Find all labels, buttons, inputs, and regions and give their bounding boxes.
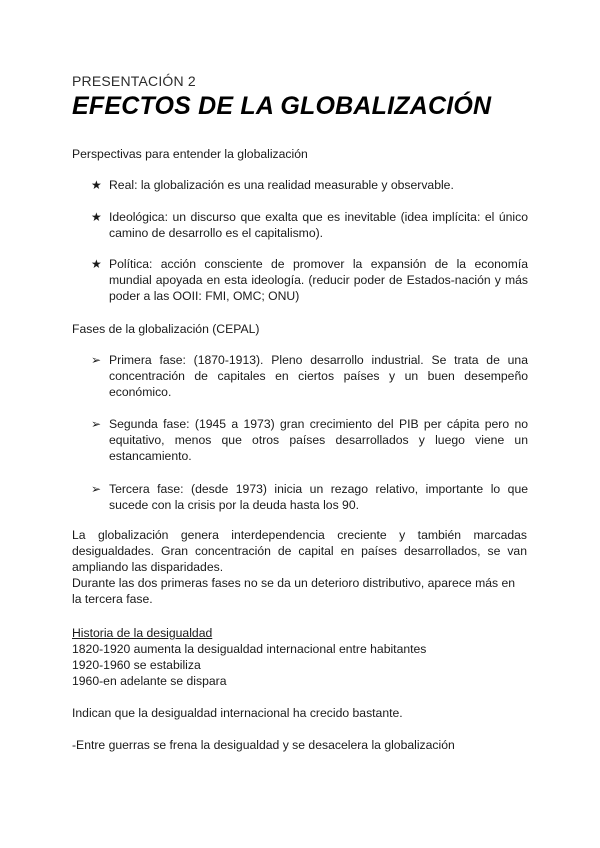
list-item-text: Real: la globalización es una realidad measurable y observable. bbox=[109, 178, 454, 192]
star-bullet-icon: ★ bbox=[91, 257, 102, 271]
arrow-bullet-icon: ➢ bbox=[91, 353, 102, 367]
page-title: EFECTOS DE LA GLOBALIZACIÓN bbox=[72, 92, 492, 120]
list-item bbox=[91, 352, 528, 400]
paragraph-interdependence: La globalización genera interdependencia creciente y también marcadas desigualdades. Gran concentración de capital en países desarrollados, se van ampliando las disparidades. bbox=[72, 528, 527, 574]
list-item bbox=[91, 416, 528, 464]
list-item-text: Tercera fase: (desde 1973) inicia un rezago relativo, importante lo que sucede con la crisis por la deuda hasta los 90. bbox=[109, 482, 528, 512]
history-line: 1920-1960 se estabiliza bbox=[72, 658, 201, 672]
list-item bbox=[91, 256, 528, 304]
paragraph-phases: Durante las dos primeras fases no se da un deterioro distributivo, aparece más en la tercera fase. bbox=[72, 576, 516, 606]
star-bullet-icon: ★ bbox=[91, 210, 102, 224]
closing-paragraph: -Entre guerras se frena la desigualdad y se desacelera la globalización bbox=[72, 738, 455, 752]
list-item-text: Política: acción consciente de promover la expansión de la economía mundial apoyada en esta ideología. (reducir poder de Estados-nación y más poder a las OOII: FMI, OMC; ONU) bbox=[109, 257, 528, 303]
arrow-bullet-icon: ➢ bbox=[91, 417, 102, 431]
history-line: 1820-1920 aumenta la desigualdad internacional entre habitantes bbox=[72, 642, 427, 656]
phases-heading: Fases de la globalización (CEPAL) bbox=[72, 322, 260, 336]
arrow-bullet-icon: ➢ bbox=[91, 482, 102, 496]
list-item-text: Ideológica: un discurso que exalta que es inevitable (idea implícita: el único camino de desarrollo es el capitalismo). bbox=[109, 210, 528, 240]
list-item-text: Primera fase: (1870-1913). Pleno desarrollo industrial. Se trata de una concentración de capitales en ciertos países y un buen desempeño económico. bbox=[109, 353, 528, 399]
star-bullet-icon: ★ bbox=[91, 178, 102, 192]
inequality-history-heading: Historia de la desigualdad bbox=[72, 626, 213, 640]
list-item-text: Segunda fase: (1945 a 1973) gran crecimiento del PIB per cápita pero no equitativo, menos que otros países desarrollados y luego viene un estancamiento. bbox=[109, 417, 528, 463]
list-item bbox=[91, 481, 528, 513]
presentation-label: PRESENTACIÓN 2 bbox=[72, 73, 196, 89]
closing-paragraph: Indican que la desigualdad internacional ha crecido bastante. bbox=[72, 706, 403, 720]
list-item bbox=[91, 209, 528, 241]
perspectives-heading: Perspectivas para entender la globalización bbox=[72, 147, 308, 161]
list-item bbox=[91, 177, 528, 193]
history-line: 1960-en adelante se dispara bbox=[72, 674, 227, 688]
